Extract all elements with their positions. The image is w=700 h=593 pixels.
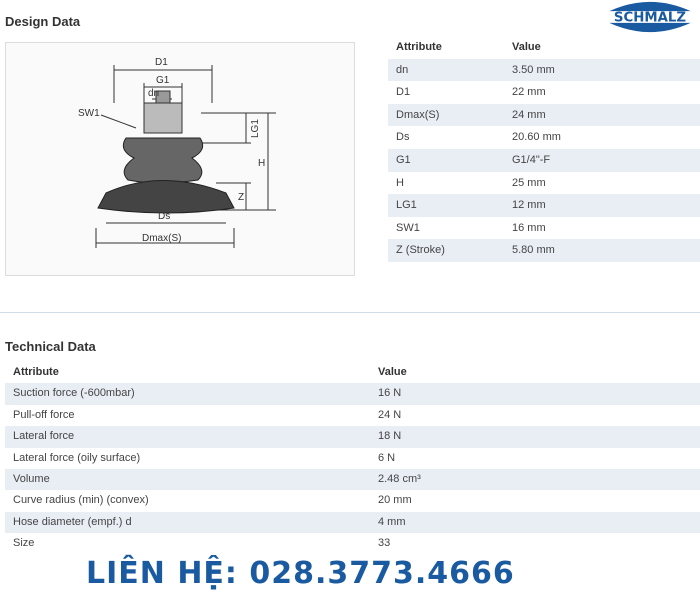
design-data-table [388,36,700,262]
value-cell: 12 mm [512,199,546,212]
label-lg1: LG1 [250,119,261,138]
table-row [388,59,700,82]
table-row [388,217,700,240]
value-cell: Value [512,41,541,53]
attribute-cell: G1 [396,153,411,166]
divider [0,312,700,313]
attribute-cell: SW1 [396,221,420,234]
attribute-cell: Curve radius (min) (convex) [13,494,149,507]
svg-text:SCHMALZ: SCHMALZ [613,10,687,26]
label-dmax: Dmax(S) [142,233,182,244]
table-row [388,149,700,172]
attribute-cell: Suction force (-600mbar) [13,387,135,400]
table-row [5,512,700,533]
value-cell: 16 N [378,387,402,400]
label-dn: dn [148,88,160,99]
table-row [388,194,700,217]
attribute-cell: dn [396,63,409,76]
table-row [5,490,700,511]
label-h: H [258,158,266,169]
attribute-cell: H [396,176,404,189]
attribute-cell: Ds [396,131,410,144]
table-row [388,239,700,262]
value-cell: 3.50 mm [512,63,555,76]
table-header [5,362,700,383]
value-cell: 22 mm [512,86,546,99]
label-d1: D1 [155,57,168,68]
table-row [388,126,700,149]
attribute-cell: D1 [396,86,411,99]
label-z: Z [238,192,245,203]
table-row [5,469,700,490]
label-sw1: SW1 [78,108,100,119]
table-row [5,405,700,426]
attribute-cell: Dmax(S) [396,108,440,121]
attribute-cell: LG1 [396,199,417,212]
value-cell: 24 mm [512,108,546,121]
schmalz-logo [605,0,695,34]
attribute-cell: Lateral force [13,430,75,443]
table-row [5,383,700,404]
attribute-cell: Attribute [396,41,442,53]
table-row [388,104,700,127]
value-cell: Value [378,366,407,378]
table-row [5,426,700,447]
attribute-cell: Hose diameter (empf.) d [13,515,132,528]
attribute-cell: Volume [13,472,50,485]
value-cell: 24 N [378,408,402,421]
value-cell: 18 N [378,430,402,443]
value-cell: 2.48 cm³ [378,472,421,485]
attribute-cell: Attribute [13,366,59,378]
attribute-cell: Size [13,537,35,550]
technical-data-table [5,362,700,555]
value-cell: 33 [378,537,391,550]
table-header [388,36,700,59]
value-cell: 16 mm [512,221,546,234]
value-cell: 5.80 mm [512,244,555,257]
value-cell: 20.60 mm [512,131,561,144]
value-cell: 25 mm [512,176,546,189]
table-row [388,172,700,195]
label-g1: G1 [156,75,170,86]
value-cell: G1/4"-F [512,153,551,166]
attribute-cell: Z (Stroke) [396,244,445,257]
table-row [388,81,700,104]
design-data-title: Design Data [5,14,81,29]
suction-cup-drawing [5,42,355,276]
technical-data-title: Technical Data [5,339,96,354]
value-cell: 4 mm [378,515,406,528]
table-row [5,533,700,554]
value-cell: 20 mm [378,494,412,507]
label-ds: Ds [158,211,171,222]
attribute-cell: Lateral force (oily surface) [13,451,141,464]
attribute-cell: Pull-off force [13,408,75,421]
table-row [5,448,700,469]
contact-phone: LIÊN HỆ: 028.3773.4666 [86,556,515,591]
value-cell: 6 N [378,451,396,464]
